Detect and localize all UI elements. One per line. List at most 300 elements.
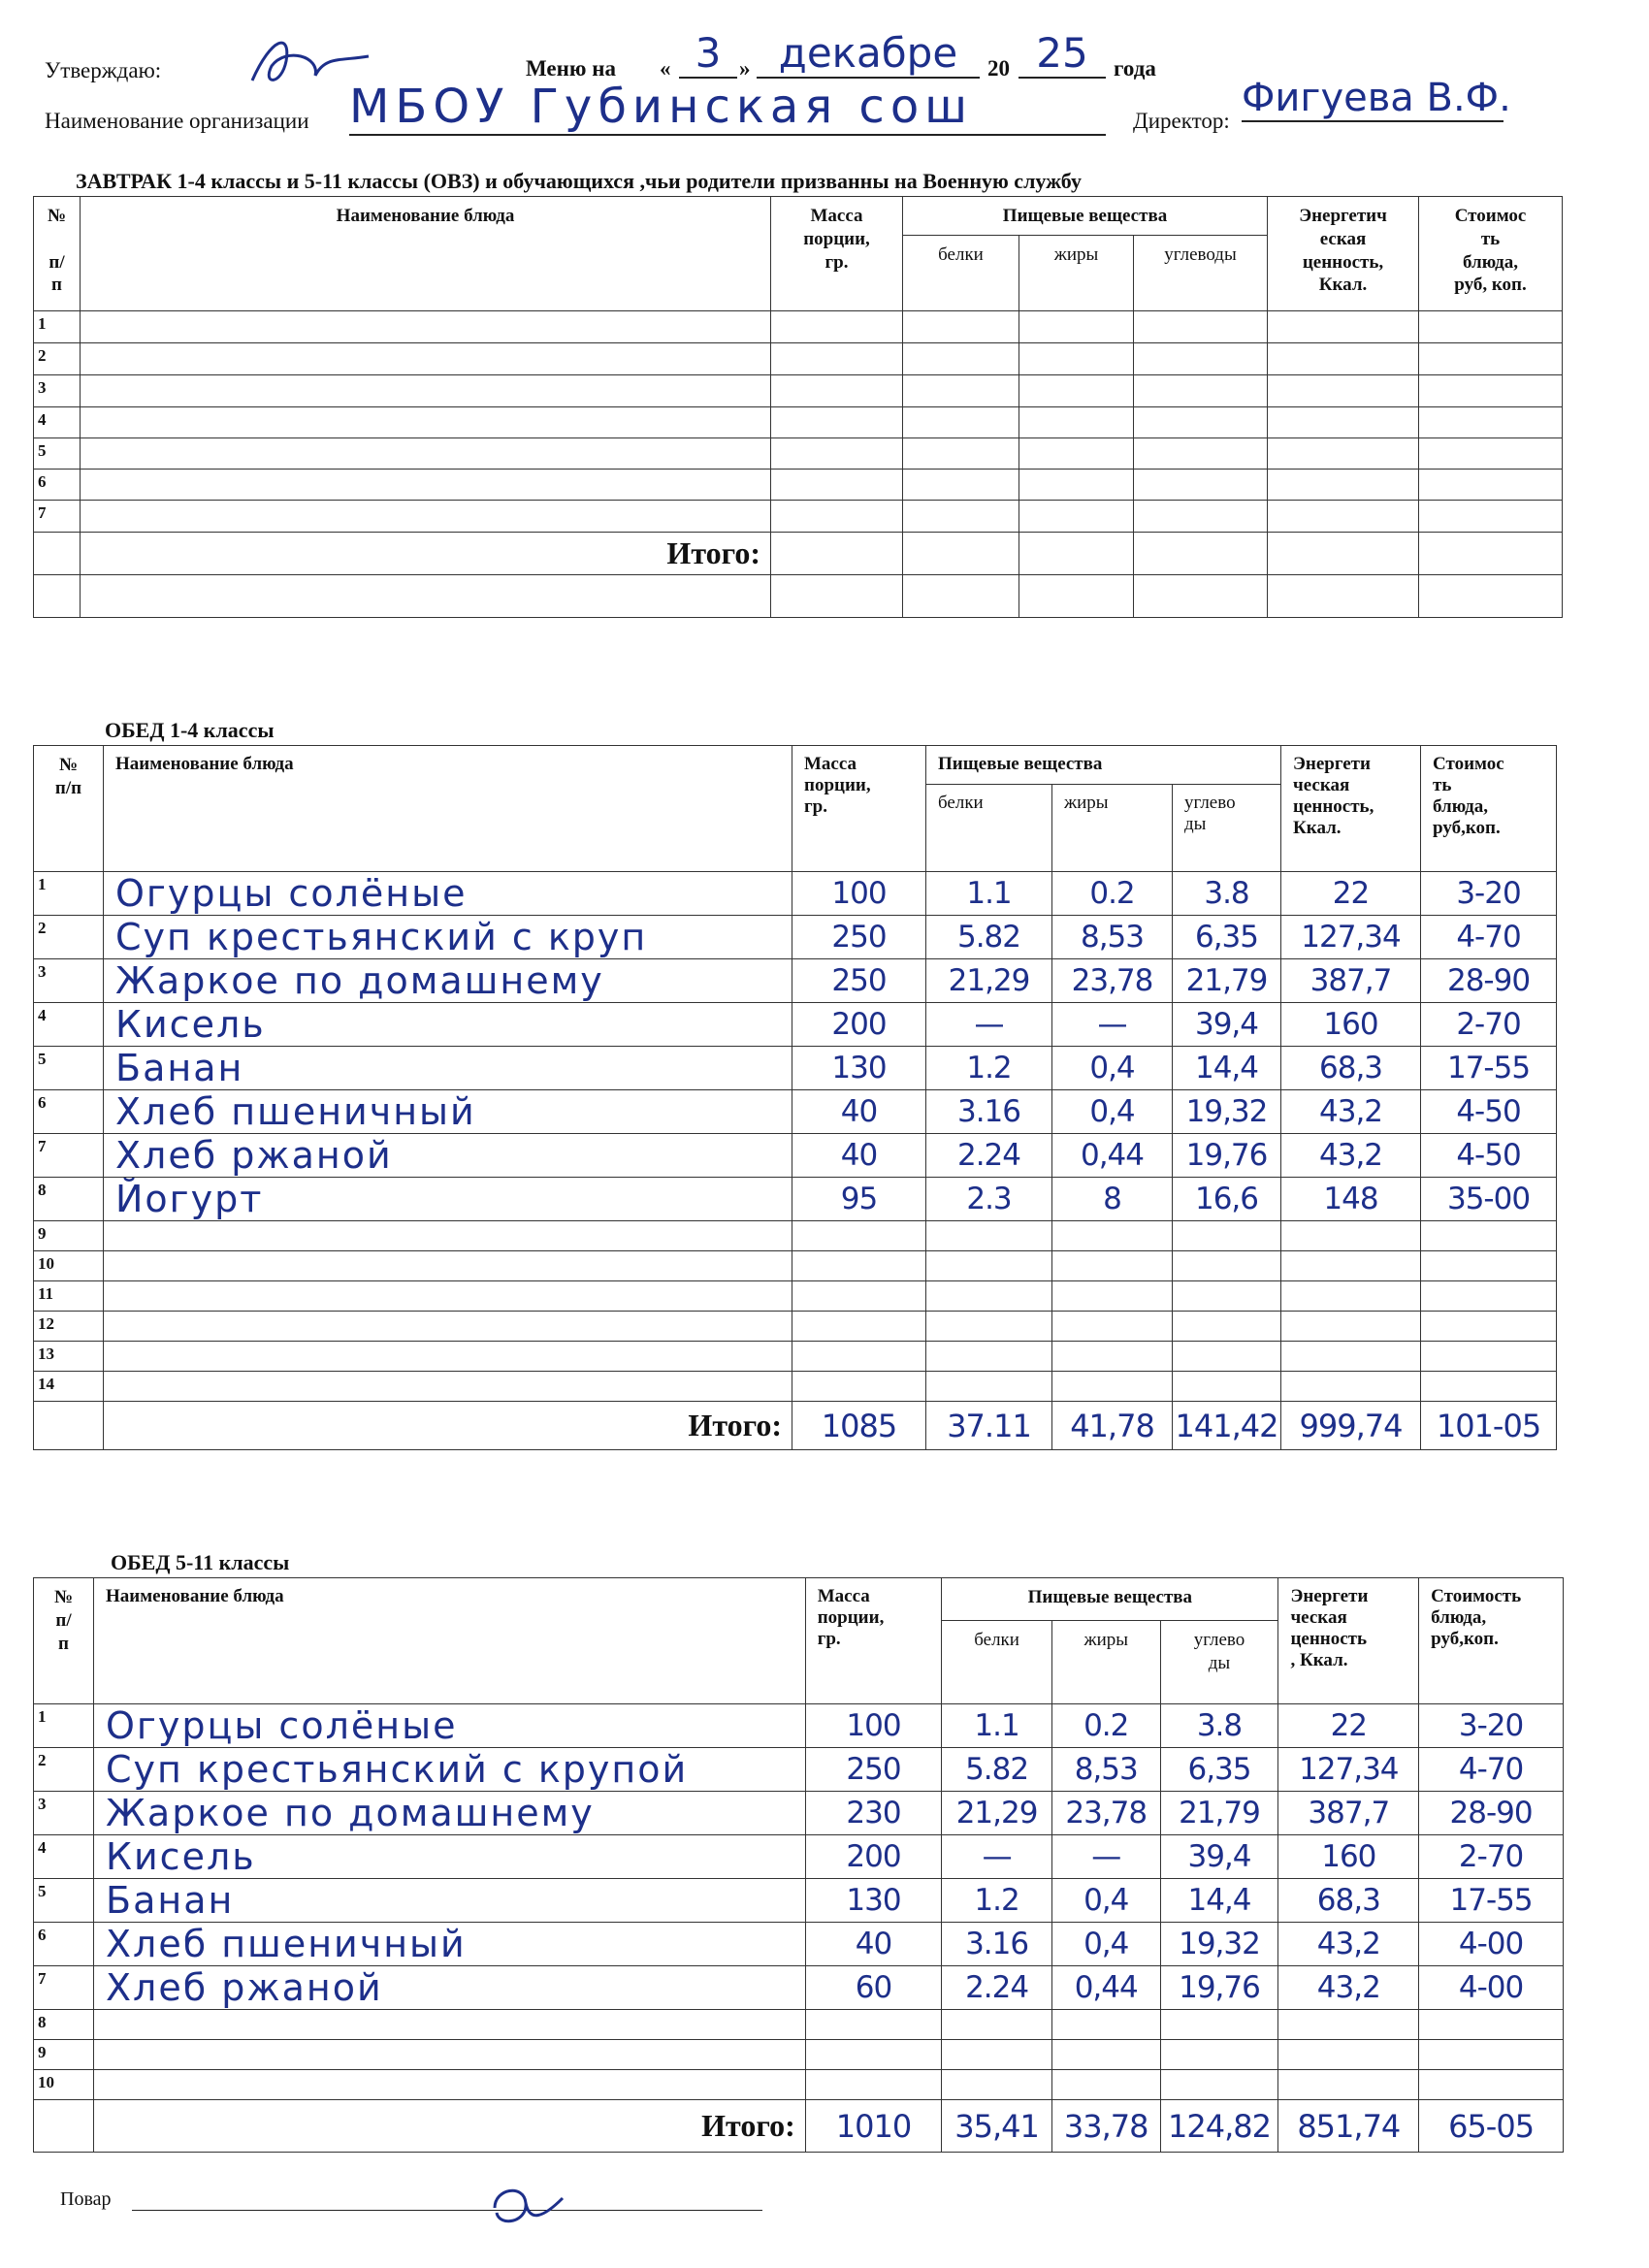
empty-cell (903, 501, 1019, 533)
empty-cell (1134, 470, 1268, 501)
dish-fat: 0,4 (1051, 1923, 1160, 1966)
menu-day: 3 (679, 29, 737, 79)
empty-cell (1419, 501, 1563, 533)
table-row (34, 343, 1563, 375)
dish-name (104, 1281, 792, 1312)
col-header-cost: Стоимость блюда, руб,коп. (1419, 1578, 1564, 1704)
col-header-carbs: углево ды (1160, 1621, 1278, 1704)
total-mass: 1085 (792, 1402, 926, 1450)
empty-cell (34, 575, 81, 618)
total-energy: 851,74 (1278, 2100, 1419, 2153)
empty-cell (81, 407, 771, 438)
dish-energy: 68,3 (1281, 1047, 1421, 1090)
empty-cell (1134, 438, 1268, 470)
dish-name (94, 2010, 806, 2040)
empty-cell (1134, 375, 1268, 407)
col-header-mass: Масса порции, гр. (792, 746, 926, 872)
empty-cell (903, 575, 1019, 618)
dish-carbs (1160, 2040, 1278, 2070)
total-carbs: 141,42 (1173, 1402, 1281, 1450)
table-row (34, 872, 1557, 916)
org-name: МБОУ Губинская сош (349, 80, 1106, 136)
row-number: 7 (34, 501, 81, 533)
dish-protein: 1.2 (926, 1047, 1052, 1090)
dish-name: Кисель (94, 1835, 806, 1879)
dish-protein: — (942, 1835, 1052, 1879)
dish-energy (1278, 2040, 1419, 2070)
row-number: 13 (34, 1342, 104, 1372)
table-row (34, 1748, 1564, 1792)
dish-carbs: 39,4 (1173, 1003, 1281, 1047)
breakfast-title: ЗАВТРАК 1-4 классы и 5-11 классы (ОВЗ) и обучающихся ,чьи родители призванны на Военную службу (76, 169, 1082, 193)
dish-carbs: 19,76 (1173, 1134, 1281, 1178)
cook-label: Повар (60, 2188, 112, 2210)
table-row (34, 2070, 1564, 2100)
empty-cell (903, 343, 1019, 375)
director-name: Фигуева В.Ф. (1242, 76, 1511, 120)
empty-cell (1268, 575, 1419, 618)
dish-energy: 160 (1281, 1003, 1421, 1047)
col-header-nutrients: Пищевые вещества (942, 1578, 1278, 1621)
dish-energy: 43,2 (1281, 1134, 1421, 1178)
dish-name: Жаркое по домашнему (104, 959, 792, 1003)
dish-protein (942, 2070, 1052, 2100)
empty-cell (1019, 575, 1134, 618)
dish-fat: — (1051, 1835, 1160, 1879)
total-label: Итого: (94, 2100, 806, 2153)
dish-name (104, 1372, 792, 1402)
total-row (34, 533, 1563, 575)
table-row (34, 916, 1557, 959)
empty-cell (1019, 343, 1134, 375)
empty-cell (771, 501, 903, 533)
lunch-5-11-title: ОБЕД 5-11 классы (111, 1550, 290, 1574)
menu-month: декабре (757, 29, 980, 79)
empty-cell (1134, 533, 1268, 575)
empty-cell (1019, 438, 1134, 470)
dish-carbs (1160, 2070, 1278, 2100)
empty-cell (1419, 343, 1563, 375)
dish-mass: 130 (805, 1879, 942, 1923)
empty-cell (771, 575, 903, 618)
row-number: 2 (34, 916, 104, 959)
dish-protein: 1.2 (942, 1879, 1052, 1923)
dish-mass: 250 (792, 959, 926, 1003)
dish-mass: 200 (805, 1835, 942, 1879)
row-number: 1 (34, 1704, 94, 1748)
total-label: Итого: (104, 1402, 792, 1450)
empty-cell (1419, 311, 1563, 343)
total-cost: 101-05 (1421, 1402, 1557, 1450)
total-row (34, 1402, 1557, 1450)
dish-name: Банан (104, 1047, 792, 1090)
dish-cost (1419, 2040, 1564, 2070)
row-number: 12 (34, 1312, 104, 1342)
dish-fat (1052, 1251, 1173, 1281)
dish-energy (1281, 1342, 1421, 1372)
dish-protein: 21,29 (926, 959, 1052, 1003)
row-number: 7 (34, 1134, 104, 1178)
dish-mass (792, 1221, 926, 1251)
col-header-mass: Масса порции, гр. (805, 1578, 942, 1704)
dish-name (104, 1251, 792, 1281)
dish-mass (792, 1342, 926, 1372)
menu-year-suffix: 25 (1018, 29, 1106, 79)
dish-name: Огурцы солёные (104, 872, 792, 916)
table-row (34, 407, 1563, 438)
col-header-num: № п/ п (34, 1578, 94, 1704)
row-number: 5 (34, 1047, 104, 1090)
table-row (34, 1178, 1557, 1221)
dish-protein (942, 2040, 1052, 2070)
col-header-energy: Энергети ческая ценность, Ккал. (1281, 746, 1421, 872)
table-row (34, 2040, 1564, 2070)
dish-mass: 230 (805, 1792, 942, 1835)
dish-cost (1419, 2010, 1564, 2040)
empty-cell (1019, 407, 1134, 438)
dish-carbs (1173, 1342, 1281, 1372)
table-row (34, 1879, 1564, 1923)
dish-protein (926, 1372, 1052, 1402)
row-number: 4 (34, 1835, 94, 1879)
dish-mass: 40 (792, 1134, 926, 1178)
dish-cost (1421, 1342, 1557, 1372)
dish-cost (1421, 1372, 1557, 1402)
empty-cell (81, 343, 771, 375)
dish-carbs (1173, 1372, 1281, 1402)
dish-mass: 250 (792, 916, 926, 959)
dish-mass (805, 2070, 942, 2100)
cook-signature (466, 2169, 572, 2237)
dish-name: Хлеб пшеничный (104, 1090, 792, 1134)
dish-fat: 0,44 (1052, 1134, 1173, 1178)
dish-carbs (1173, 1251, 1281, 1281)
empty-cell (81, 575, 771, 618)
dish-energy: 43,2 (1281, 1090, 1421, 1134)
dish-protein: 1.1 (926, 872, 1052, 916)
empty-cell (1134, 575, 1268, 618)
empty-cell (771, 470, 903, 501)
row-number: 6 (34, 470, 81, 501)
dish-fat (1052, 1312, 1173, 1342)
table-row (34, 1134, 1557, 1178)
col-header-name: Наименование блюда (104, 746, 792, 872)
dish-fat: 8,53 (1052, 916, 1173, 959)
director-label: Директор: (1133, 109, 1230, 133)
year-prefix: 20 (987, 56, 1010, 81)
dish-mass (792, 1251, 926, 1281)
empty-cell (1268, 501, 1419, 533)
empty-cell (1268, 375, 1419, 407)
empty-cell (903, 375, 1019, 407)
row-number: 10 (34, 2070, 94, 2100)
dish-fat (1052, 1221, 1173, 1251)
dish-name: Хлеб пшеничный (94, 1923, 806, 1966)
table-row (34, 1281, 1557, 1312)
dish-energy (1278, 2070, 1419, 2100)
empty-cell (81, 438, 771, 470)
row-number: 6 (34, 1090, 104, 1134)
dish-fat: 0,4 (1052, 1090, 1173, 1134)
table-row (34, 1966, 1564, 2010)
empty-cell (903, 407, 1019, 438)
approve-label: Утверждаю: (45, 58, 162, 82)
empty-cell (1268, 438, 1419, 470)
table-row (34, 375, 1563, 407)
lunch-1-4-table (33, 745, 1557, 1450)
table-row (34, 1312, 1557, 1342)
dish-cost: 2-70 (1419, 1835, 1564, 1879)
col-header-num: № п/п (34, 746, 104, 872)
empty-cell (1019, 470, 1134, 501)
table-row (34, 1704, 1564, 1748)
empty-cell (771, 533, 903, 575)
col-header-nutrients: Пищевые вещества (926, 746, 1281, 785)
empty-cell (771, 311, 903, 343)
dish-mass (805, 2010, 942, 2040)
total-row (34, 2100, 1564, 2153)
dish-protein: 5.82 (926, 916, 1052, 959)
table-row (34, 1047, 1557, 1090)
empty-cell (34, 533, 81, 575)
dish-carbs: 21,79 (1173, 959, 1281, 1003)
dish-name: Хлеб ржаной (104, 1134, 792, 1178)
table-row (34, 1372, 1557, 1402)
dish-energy: 68,3 (1278, 1879, 1419, 1923)
dish-energy (1281, 1281, 1421, 1312)
total-protein: 37.11 (926, 1402, 1052, 1450)
dish-energy (1281, 1251, 1421, 1281)
row-number: 8 (34, 2010, 94, 2040)
dish-cost (1421, 1251, 1557, 1281)
dish-cost (1421, 1312, 1557, 1342)
dish-name (104, 1221, 792, 1251)
dish-mass: 100 (805, 1704, 942, 1748)
dish-protein: 21,29 (942, 1792, 1052, 1835)
dish-cost: 17-55 (1421, 1047, 1557, 1090)
row-number: 11 (34, 1281, 104, 1312)
dish-carbs: 19,32 (1160, 1923, 1278, 1966)
dish-name: Банан (94, 1879, 806, 1923)
row-number: 1 (34, 872, 104, 916)
dish-fat: 23,78 (1052, 959, 1173, 1003)
dish-energy (1281, 1312, 1421, 1342)
table-row (34, 470, 1563, 501)
dish-carbs: 39,4 (1160, 1835, 1278, 1879)
dish-carbs: 6,35 (1173, 916, 1281, 959)
dish-name: Суп крестьянский с крупой (94, 1748, 806, 1792)
open-quote: « (660, 56, 671, 81)
dish-energy: 127,34 (1281, 916, 1421, 959)
dish-protein: 2.24 (926, 1134, 1052, 1178)
row-number: 5 (34, 1879, 94, 1923)
table-row (34, 1251, 1557, 1281)
dish-mass: 200 (792, 1003, 926, 1047)
dish-carbs: 21,79 (1160, 1792, 1278, 1835)
dish-protein: — (926, 1003, 1052, 1047)
blank-row (34, 575, 1563, 618)
dish-fat (1052, 1281, 1173, 1312)
dish-protein (926, 1221, 1052, 1251)
empty-cell (1419, 533, 1563, 575)
col-header-fat: жиры (1019, 236, 1134, 311)
col-header-energy: Энергети ческая ценность , Ккал. (1278, 1578, 1419, 1704)
dish-carbs: 14,4 (1160, 1879, 1278, 1923)
empty-cell (903, 533, 1019, 575)
dish-mass (792, 1281, 926, 1312)
total-mass: 1010 (805, 2100, 942, 2153)
row-number: 6 (34, 1923, 94, 1966)
dish-protein: 2.24 (942, 1966, 1052, 2010)
lunch-5-11-table (33, 1577, 1564, 2153)
dish-energy: 43,2 (1278, 1923, 1419, 1966)
dish-mass: 100 (792, 872, 926, 916)
empty-cell (771, 343, 903, 375)
col-header-fat: жиры (1051, 1621, 1160, 1704)
col-header-carbs: углеводы (1134, 236, 1268, 311)
empty-cell (903, 470, 1019, 501)
col-header-num: № п/ п (34, 197, 81, 311)
empty-cell (1268, 343, 1419, 375)
col-header-cost: Стоимос ть блюда, руб, коп. (1419, 197, 1563, 311)
dish-carbs: 3.8 (1160, 1704, 1278, 1748)
dish-name (94, 2040, 806, 2070)
empty-cell (1134, 311, 1268, 343)
total-energy: 999,74 (1281, 1402, 1421, 1450)
row-number: 14 (34, 1372, 104, 1402)
dish-carbs (1173, 1312, 1281, 1342)
dish-energy: 160 (1278, 1835, 1419, 1879)
dish-name: Хлеб ржаной (94, 1966, 806, 2010)
empty-cell (34, 2100, 94, 2153)
empty-cell (1268, 533, 1419, 575)
dish-cost: 28-90 (1419, 1792, 1564, 1835)
dish-carbs (1160, 2010, 1278, 2040)
empty-cell (34, 1402, 104, 1450)
dish-protein: 1.1 (942, 1704, 1052, 1748)
empty-cell (81, 311, 771, 343)
dish-name (94, 2070, 806, 2100)
dish-name: Жаркое по домашнему (94, 1792, 806, 1835)
dish-protein: 5.82 (942, 1748, 1052, 1792)
dish-carbs: 19,32 (1173, 1090, 1281, 1134)
dish-cost: 28-90 (1421, 959, 1557, 1003)
dish-carbs: 3.8 (1173, 872, 1281, 916)
table-row (34, 1221, 1557, 1251)
dish-protein: 3.16 (926, 1090, 1052, 1134)
dish-fat: 23,78 (1051, 1792, 1160, 1835)
col-header-fat: жиры (1052, 785, 1173, 872)
row-number: 8 (34, 1178, 104, 1221)
row-number: 10 (34, 1251, 104, 1281)
dish-cost: 4-00 (1419, 1923, 1564, 1966)
row-number: 3 (34, 1792, 94, 1835)
dish-fat: 0,4 (1051, 1879, 1160, 1923)
table-row (34, 2010, 1564, 2040)
dish-carbs: 14,4 (1173, 1047, 1281, 1090)
dish-energy: 22 (1278, 1704, 1419, 1748)
dish-name: Кисель (104, 1003, 792, 1047)
dish-mass: 60 (805, 1966, 942, 2010)
row-number: 2 (34, 343, 81, 375)
dish-cost: 3-20 (1419, 1704, 1564, 1748)
dish-name: Йогурт (104, 1178, 792, 1221)
empty-cell (1268, 311, 1419, 343)
row-number: 2 (34, 1748, 94, 1792)
dish-energy (1281, 1221, 1421, 1251)
row-number: 3 (34, 375, 81, 407)
dish-mass: 130 (792, 1047, 926, 1090)
dish-name: Суп крестьянский с круп (104, 916, 792, 959)
row-number: 4 (34, 407, 81, 438)
col-header-carbs: углево ды (1173, 785, 1281, 872)
dish-fat: 8 (1052, 1178, 1173, 1221)
row-number: 5 (34, 438, 81, 470)
dish-mass (805, 2040, 942, 2070)
col-header-protein: белки (903, 236, 1019, 311)
dish-carbs: 19,76 (1160, 1966, 1278, 2010)
dish-fat: 8,53 (1051, 1748, 1160, 1792)
total-fat: 33,78 (1051, 2100, 1160, 2153)
row-number: 9 (34, 1221, 104, 1251)
dish-fat: 0.2 (1051, 1704, 1160, 1748)
dish-cost: 4-00 (1419, 1966, 1564, 2010)
dish-mass: 95 (792, 1178, 926, 1221)
empty-cell (1419, 407, 1563, 438)
dish-protein: 2.3 (926, 1178, 1052, 1221)
close-quote: » (739, 56, 751, 81)
empty-cell (1134, 407, 1268, 438)
empty-cell (1419, 375, 1563, 407)
empty-cell (771, 438, 903, 470)
empty-cell (1019, 501, 1134, 533)
dish-energy: 43,2 (1278, 1966, 1419, 2010)
cook-signature-line (132, 2210, 762, 2211)
total-carbs: 124,82 (1160, 2100, 1278, 2153)
dish-name (104, 1312, 792, 1342)
dish-cost: 3-20 (1421, 872, 1557, 916)
dish-mass: 40 (792, 1090, 926, 1134)
dish-fat (1051, 2010, 1160, 2040)
dish-mass (792, 1312, 926, 1342)
dish-fat (1051, 2040, 1160, 2070)
row-number: 4 (34, 1003, 104, 1047)
breakfast-table (33, 196, 1563, 618)
empty-cell (1268, 407, 1419, 438)
dish-cost (1421, 1281, 1557, 1312)
empty-cell (771, 375, 903, 407)
table-row (34, 1342, 1557, 1372)
dish-protein (942, 2010, 1052, 2040)
empty-cell (1134, 501, 1268, 533)
dish-fat (1051, 2070, 1160, 2100)
dish-cost (1421, 1221, 1557, 1251)
year-word: года (1114, 56, 1156, 81)
dish-energy: 148 (1281, 1178, 1421, 1221)
dish-carbs: 16,6 (1173, 1178, 1281, 1221)
table-row (34, 438, 1563, 470)
empty-cell (1019, 375, 1134, 407)
col-header-mass: Масса порции, гр. (771, 197, 903, 311)
dish-energy: 22 (1281, 872, 1421, 916)
table-row (34, 1792, 1564, 1835)
empty-cell (1268, 470, 1419, 501)
dish-cost: 17-55 (1419, 1879, 1564, 1923)
dish-energy (1281, 1372, 1421, 1402)
total-protein: 35,41 (942, 2100, 1052, 2153)
dish-protein (926, 1312, 1052, 1342)
dish-fat: 0,44 (1051, 1966, 1160, 2010)
